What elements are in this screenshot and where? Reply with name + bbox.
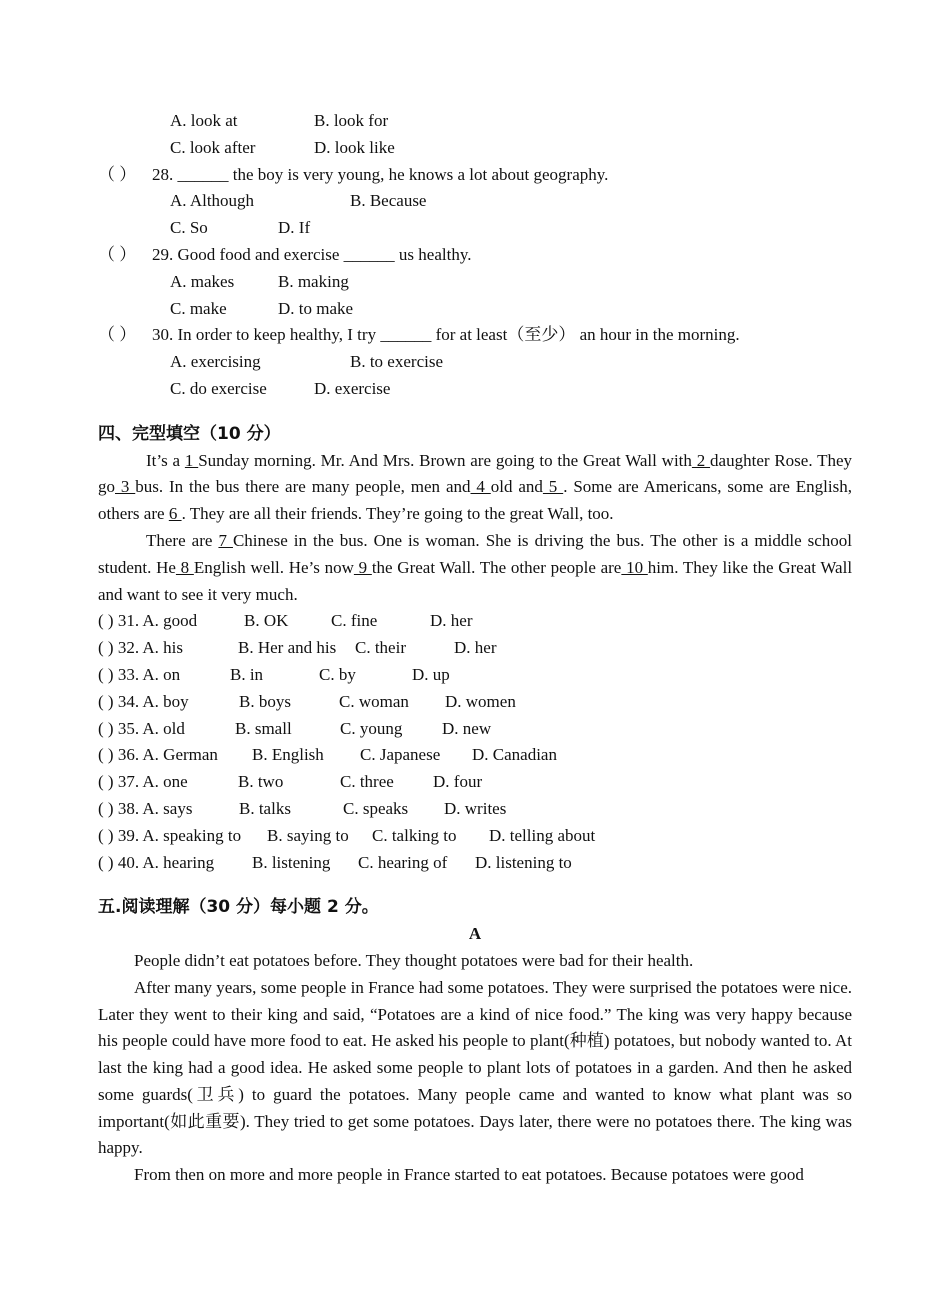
cloze-text: Sunday morning. Mr. And Mrs. Brown are going to the Great Wall with — [198, 450, 692, 470]
q29-stem: 29. Good food and exercise ______ us healthy. — [152, 244, 472, 264]
cloze-question-38 — [98, 796, 852, 823]
q28-stem: 28. ______ the boy is very young, he knows a lot about geography. — [152, 164, 609, 184]
q29-options-row1 — [98, 269, 852, 296]
cloze-question-31 — [98, 608, 852, 635]
q32-option-d: D. her — [454, 638, 497, 658]
q27-options-row2 — [98, 135, 852, 162]
cloze-blank-1: 1 — [184, 450, 199, 470]
q31-option-c: C. fine — [331, 611, 378, 631]
cloze-paragraph-1 — [98, 448, 852, 528]
cloze-question-36 — [98, 742, 852, 769]
q29-option-c: C. make — [170, 298, 227, 318]
q31-option-d: D. her — [430, 611, 473, 631]
cloze-text: . They are all their friends. They’re going to the great Wall, too. — [181, 504, 614, 524]
cloze-question-35 — [98, 716, 852, 743]
cloze-question-32 — [98, 635, 852, 662]
q36-option-d: D. Canadian — [472, 745, 557, 765]
q27-option-c: C. look after — [170, 137, 256, 157]
q40-option-c: C. hearing of — [358, 852, 448, 872]
q30-option-b: B. to exercise — [350, 352, 443, 372]
q28-options-row1 — [98, 188, 852, 215]
cloze-blank-5: 5 — [542, 477, 564, 497]
q36-option-c: C. Japanese — [360, 745, 441, 765]
cloze-blank-2: 2 — [691, 450, 711, 470]
section5-title: 五.阅读理解（30 分）每小题 2 分。 — [98, 897, 379, 918]
q37-option-b: B. two — [238, 772, 284, 792]
q28-option-d: D. If — [278, 218, 311, 238]
q37-option-c: C. three — [340, 772, 394, 792]
q33-option-c: C. by — [319, 664, 356, 684]
q27-option-b: B. look for — [314, 111, 389, 130]
cloze-paragraph-2 — [98, 528, 852, 608]
q28-option-c: C. So — [170, 218, 208, 238]
cloze-text: It’s a — [146, 450, 185, 470]
answer-bracket: （ ） — [98, 325, 137, 345]
q39-option-b: B. saying to — [267, 825, 349, 845]
q33-option-d: D. up — [412, 664, 450, 684]
q40-option-a: ( ) 40. A. hearing — [98, 852, 215, 872]
q38-option-c: C. speaks — [343, 798, 409, 818]
passage-a-heading: A — [468, 924, 482, 944]
q39-option-c: C. talking to — [372, 825, 457, 845]
cloze-question-34 — [98, 689, 852, 716]
cloze-blank-9: 9 — [353, 557, 372, 577]
q34-option-d: D. women — [445, 691, 516, 711]
q29-options-row2 — [98, 296, 852, 323]
q30-option-d: D. exercise — [314, 378, 391, 398]
q34-option-a: ( ) 34. A. boy — [98, 691, 189, 711]
q34-option-c: C. woman — [339, 691, 409, 711]
q33-option-a: ( ) 33. A. on — [98, 664, 181, 684]
passage-a-paragraph-2: After many years, some people in France had some potatoes. They were surprised the potatoes were nice. Later they went to their king and said, “Potatoes are a kind of nice food.” The king was very happy because his people could have more food to eat. He asked his people to plant(种植) potatoes, but nobody wanted to. At last the king had a good idea. He asked some people to plant lots of potatoes in a garden. And then he asked some guards(卫兵) to guard the potatoes. Many people came and wanted to know what plant was so important(如此重要). They tried to get some potatoes. Days later, there were no potatoes there. The king was happy. — [98, 977, 852, 1158]
cloze-text: old and — [490, 477, 543, 497]
cloze-text: the Great Wall. The other people are — [371, 557, 622, 577]
q28-option-b: B. Because — [350, 191, 427, 211]
cloze-question-33 — [98, 662, 852, 689]
answer-bracket: （ ） — [98, 244, 137, 264]
q30-option-a: A. exercising — [170, 352, 261, 372]
q31-option-a: ( ) 31. A. good — [98, 611, 198, 631]
q30-option-c: C. do exercise — [170, 378, 267, 398]
q31-option-b: B. OK — [244, 611, 289, 631]
q34-option-b: B. boys — [239, 691, 291, 711]
section4-title: 四、完型填空（10 分） — [98, 423, 281, 444]
q38-option-d: D. writes — [444, 798, 507, 818]
q38-option-b: B. talks — [239, 798, 291, 818]
q27-option-d: D. look like — [314, 137, 395, 157]
cloze-blank-10: 10 — [621, 557, 648, 577]
cloze-blank-7: 7 — [218, 530, 233, 550]
q37-option-a: ( ) 37. A. one — [98, 772, 188, 792]
q35-option-a: ( ) 35. A. old — [98, 718, 185, 738]
q28-options-row2 — [98, 215, 852, 242]
q30-options-row1 — [98, 349, 852, 376]
cloze-text: English well. He’s now — [193, 557, 354, 577]
q35-option-c: C. young — [340, 718, 403, 738]
q29-stem-row — [98, 242, 852, 269]
q36-option-b: B. English — [252, 745, 324, 765]
cloze-text: bus. In the bus there are many people, men and — [135, 477, 471, 497]
cloze-question-37 — [98, 769, 852, 796]
q27-options-row1 — [98, 108, 852, 135]
answer-bracket: （ ） — [98, 164, 137, 184]
q33-option-b: B. in — [230, 664, 264, 684]
q40-option-d: D. listening to — [475, 852, 572, 872]
q29-option-b: B. making — [278, 271, 349, 291]
q39-option-d: D. telling about — [489, 825, 596, 845]
q32-option-a: ( ) 32. A. his — [98, 638, 183, 658]
cloze-text: . Some are Americans, some are English, others are — [98, 477, 852, 524]
cloze-question-40 — [98, 850, 852, 877]
q35-option-b: B. small — [235, 718, 292, 738]
q29-option-a: A. makes — [170, 271, 235, 291]
passage-a-paragraph-1: People didn’t eat potatoes before. They thought potatoes were bad for their health. — [134, 950, 694, 970]
q32-option-b: B. Her and his — [238, 638, 337, 658]
q27-option-a: A. look at — [170, 111, 238, 130]
cloze-text: him. They like the Great Wall and want to see it very much. — [98, 557, 853, 604]
q39-option-a: ( ) 39. A. speaking to — [98, 825, 242, 845]
cloze-text: There are — [146, 530, 219, 550]
exam-page — [98, 108, 852, 1189]
cloze-question-39 — [98, 823, 852, 850]
cloze-blank-8: 8 — [175, 557, 194, 577]
q37-option-d: D. four — [433, 772, 483, 792]
q29-option-d: D. to make — [278, 298, 354, 318]
cloze-blank-6: 6 — [168, 504, 182, 524]
q36-option-a: ( ) 36. A. German — [98, 745, 218, 765]
q28-stem-row — [98, 162, 852, 189]
q32-option-c: C. their — [355, 638, 406, 658]
q28-option-a: A. Although — [170, 191, 255, 211]
q30-stem: 30. In order to keep healthy, I try ______ for at least（至少） an hour in the morning. — [152, 325, 740, 345]
q30-options-row2 — [98, 376, 852, 403]
cloze-text: Chinese in the bus. One is woman. She is driving the bus. The other is a middle school student. He — [98, 530, 853, 577]
cloze-text: daughter Rose. They go — [98, 450, 853, 497]
cloze-blank-4: 4 — [470, 477, 491, 497]
q30-stem-row — [98, 322, 852, 349]
q40-option-b: B. listening — [252, 852, 331, 872]
q35-option-d: D. new — [442, 718, 492, 738]
q38-option-a: ( ) 38. A. says — [98, 798, 193, 818]
cloze-blank-3: 3 — [115, 477, 136, 497]
passage-a-paragraph-3: From then on more and more people in France started to eat potatoes. Because potatoes were good — [134, 1165, 804, 1185]
